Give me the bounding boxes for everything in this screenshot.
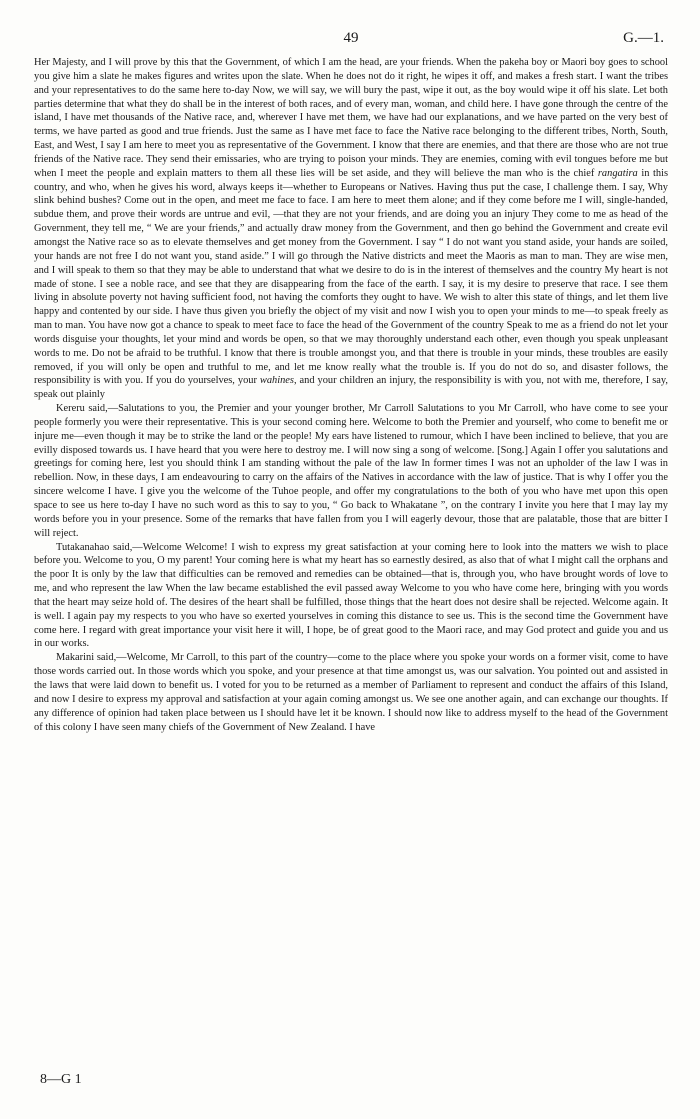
body-text [34,56,668,734]
italic-text: rangatira [597,167,638,179]
text-run: Makarini said,—Welcome, Mr Carroll, to this part of the country—come to the place where you spoke your words on a former visit, come to have those words carried out. In those words which you spoke, and your presence at that time amongst us, was our salvation. You pointed out and assisted in the laws that were laid down to benefit us. I voted for you to be returned as a member of Parliament to represent and conduct the affairs of this Island, and now I desire to express my approval and satisfaction at your again coming amongst us. We see one another again, and can exchange our thoughts. If any difference of opinion had taken place between us I should have let it be known. I should now like to address myself to the head of the Government of this colony I have seen many chiefs of the Government of New Zealand. I have [34,652,668,733]
text-run: Kereru said,—Salutations to you, the Premier and your younger brother, Mr Carroll Salutations to you Mr Carroll, who have come to see your people formerly you were their representative. This is your second coming here. Welcome to both the Premier and yourself, who come to benefit me or injure me—even though it may be to strike the land or the people! My ears have listened to rumour, which I have been inclined to believe, that you are evilly disposed towards us. I have heard that you were here to destroy me. I will now sing a song of welcome. [Song.] Again I offer you salutations and greetings for coming here, lest you should think I am standing without the pale of the law In former times I was not an upholder of the law I was in rebellion. Now, in these days, I am endeavouring to carry on the affairs of the Natives in accordance with the law of justice. That is why I offer you the sincere welcome I have. I give you the welcome of the Tuhoe people, and offer my congratulations to the both of you who have met upon this open space to see us here to-day I have no such word as this to say to you, “ Go back to Whakatane ”, on the contrary I invite you here that I may lay my words before you in your presence. Some of the remarks that have fallen from you I will eagerly devour, those that are palatable, those that are bitter I will reject. [34,403,668,539]
italic-text: wahines [259,375,294,387]
text-run: Tutakanahao said,—Welcome Welcome! I wish to express my great satisfaction at your coming here to look into the matters we wish to place before you. Welcome to you, O my parent! Your coming here is what my heart has so earnestly desired, as also that of what I might call the orphans and the poor It is only by the law that difficulties can be removed and remedies can be obtained—that is, through you, who have brought words of love to me, and who represent the law When the law became established the evil passed away Welcome to you who have come here, bringing with you words that the heart may seize hold of. The desires of the heart shall be fulfilled, those things that the heart does not desire shall be rejected. Welcome again. It is well. I again pay my respects to you who have so exerted yourselves in coming this distance to see us. This is the second time the Government have come here. I regard with great importance your visit here it will, I hope, be of great good to the Maori race, and may God protect and guide you and us in our works. [34,541,668,650]
paragraph [34,651,668,734]
paper-reference: G.—1. [623,30,664,46]
page-header [34,30,668,48]
page-number: 49 [343,30,359,46]
paragraph [34,541,668,652]
text-run: Her Majesty, and I will prove by this that the Government, of which I am the head, are your friends. When the pakeha boy or Maori boy goes to school you give him a slate he makes figures and writes upon the slate. When he does not do it right, he wipes it off, and makes a fresh start. I want the tribes and your representatives to do the same here to-day Now, we will say, we will bury the past, wipe it out, as the boy would wipe it off his slate. Let both parties determine that what they do shall be in the interest of both races, and of every man, woman, and child here. I have gone through the centre of the island, I have met thousands of the Native race, and, wherever I have met them, we have had our explanations, and we have parted on the very best of terms, we have parted as good and true friends. Just the same as I have met face to face the Native race belonging to the different tribes, North, South, East, and West, I say I am here to meet you as representative of the Government. I know that there are enemies, and that there are those who are not true friends of the Native race. They send their emissaries, who are trying to poison your minds. They are enemies, coming with evil tongues before me but when I meet the people and explain matters to them all these lies will be set aside, and they will believe the man who is the chief [34,57,668,179]
text-run: , and your children an injury, the responsibility is with you, not with me, therefore, I say, speak out plainly [34,375,668,401]
paragraph [34,402,668,540]
paragraph [34,56,668,402]
document-page [34,30,668,1105]
signature-mark: 8—G 1 [40,1072,82,1087]
text-run: in this country, and who, when he gives his word, always keeps it—whether to Europeans or Natives. Having thus put the case, I challenge them. I say, Why slink behind bushes? Come out in the open, and meet me face to face. I am here to meet them alone; and if they come before me I will, single-handed, subdue them, and prove their words are untrue and evil, —that they are not your friends, and are doing you an injury They come to me as head of the Government, they tell me, “ We are your friends,” and actually draw money from the Government, and then go behind the Government and create evil amongst the Native race so as to elevate themselves and get money from the Government. I say “ I do not want you stand aside, your hands are soiled, your hands are not free I do not want you, stand aside.” I will go through the Native districts and meet the Maoris as man to man. They are wise men, and I will speak to them so that they may be able to understand that what we desire to do is in the interest of themselves and the country My heart is not made of stone. I see a noble race, and see that they are disappearing from the face of the earth. I say, it is my desire to preserve that race. I see them living in absolute poverty not having sufficient food, not having the comforts they ought to have. We wish to alter this state of things, and let them live happy and contented by our side. I have thus given you briefly the object of my visit and now I wish you to open your minds to me—to speak freely as man to man. You have now got a chance to speak to meet face to face the head of the Government of the country Speak to me as a friend do not let your words disguise your thoughts, let your mind and words be open, so that we may thoroughly understand each other, even though you speak unpleasant words to me. Do not be afraid to be truthful. I know that there is trouble amongst you, and that there is trouble in your minds, these troubles are easily removed, if you will only be open and truthful to me, and let me know really what the trouble is. If you do not do so, and disaster follows, the responsibility is with you. If you do yourselves, your [34,167,668,387]
